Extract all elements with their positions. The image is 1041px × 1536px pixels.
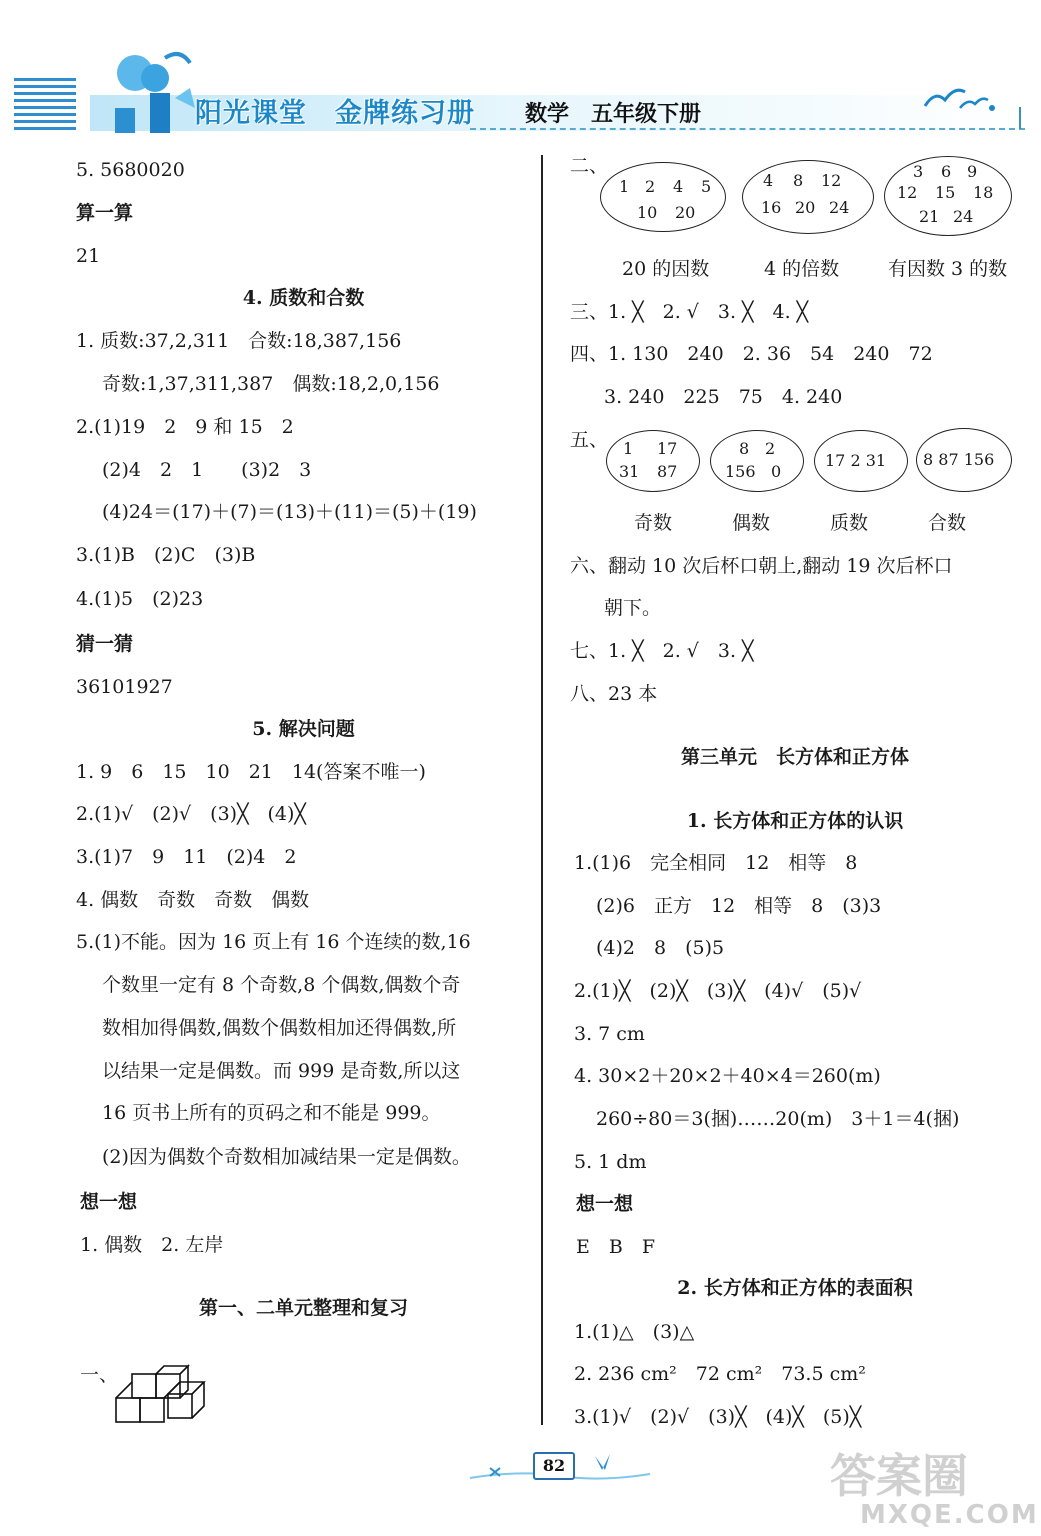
oval-label: 有因数 3 的数: [888, 258, 1008, 280]
answer-line: 2. 236 cm² 72 cm² 73.5 cm²: [574, 1363, 866, 1385]
oval-number: 17 2 31: [825, 451, 887, 470]
oval-number: 87: [657, 462, 678, 481]
think-answer: 1. 偶数 2. 左岸: [80, 1234, 224, 1256]
answer-line: (4)2 8 (5)5: [596, 937, 725, 959]
oval-prime: [814, 430, 908, 492]
section-heading-primes: 4. 质数和合数: [242, 287, 365, 309]
oval-number: 4: [673, 177, 684, 196]
oval-number: 1: [619, 177, 630, 196]
answer-line: 260÷80＝3(捆)……20(m) 3＋1＝4(捆): [596, 1108, 960, 1130]
answer-line: 2.(1)╳ (2)╳ (3)╳ (4)√ (5)√: [574, 980, 862, 1002]
guess-answer: 36101927: [76, 676, 173, 698]
oval-number: 156: [725, 462, 756, 481]
answer-line: 4.(1)5 (2)23: [76, 588, 204, 610]
answer-line: 4. 偶数 奇数 奇数 偶数: [76, 889, 310, 911]
oval-number: 3: [913, 162, 924, 181]
oval-number: 4: [763, 171, 774, 190]
subject-grade: 数学 五年级下册: [525, 102, 702, 127]
answer-line: 七、1. ╳ 2. √ 3. ╳: [570, 640, 754, 662]
heading-think: 想一想: [576, 1193, 634, 1215]
exercise-2-label: 二、: [570, 155, 609, 177]
section-heading-review: 第一、二单元整理和复习: [198, 1297, 408, 1319]
page-number: 82: [533, 1452, 575, 1480]
oval-label: 合数: [928, 512, 967, 534]
answer-line: 奇数:1,37,311,387 偶数:18,2,0,156: [102, 373, 440, 395]
oval-number: 6: [941, 162, 952, 181]
oval-factors-of-20: [600, 162, 726, 232]
oval-number: 2: [645, 177, 656, 196]
answer-line: 六、翻动 10 次后杯口朝上,翻动 19 次后杯口: [570, 555, 953, 577]
oval-number: 10: [637, 203, 658, 222]
answer-line: 个数里一定有 8 个奇数,8 个偶数,偶数个奇: [102, 974, 461, 996]
answer-line: 数相加得偶数,偶数个偶数相加还得偶数,所: [102, 1017, 457, 1039]
section-heading-solve: 5. 解决问题: [252, 718, 355, 740]
section-heading: 2. 长方体和正方体的表面积: [677, 1277, 913, 1299]
unit-heading: 第三单元 长方体和正方体: [680, 746, 909, 768]
oval-number: 8: [739, 439, 750, 458]
oval-number: 8: [793, 171, 804, 190]
answer-line: 3. 240 225 75 4. 240: [604, 386, 843, 408]
section-heading: 1. 长方体和正方体的认识: [686, 810, 904, 832]
answer-line: 5.(1)不能。因为 16 页上有 16 个连续的数,16: [76, 931, 471, 953]
answer-line: 1. 质数:37,2,311 合数:18,387,156: [76, 330, 402, 352]
oval-label: 质数: [830, 512, 869, 534]
oval-number: 21: [919, 207, 940, 226]
header-stripes: [14, 78, 76, 136]
oval-number: 18: [973, 183, 994, 202]
answer-line: 3.(1)7 9 11 (2)4 2: [76, 846, 297, 868]
oval-label: 偶数: [732, 512, 771, 534]
oval-label: 20 的因数: [622, 258, 710, 280]
answer-line: 2.(1)19 2 9 和 15 2: [76, 416, 294, 438]
answer-line: 5. 1 dm: [574, 1151, 647, 1173]
heading-think: 想一想: [80, 1191, 138, 1213]
answer-line: (2)因为偶数个奇数相加减结果一定是偶数。: [102, 1146, 471, 1168]
answer-line: 3.(1)√ (2)√ (3)╳ (4)╳ (5)╳: [574, 1406, 862, 1428]
oval-number: 20: [795, 198, 816, 217]
page-header: [0, 0, 1041, 150]
calc-answer: 21: [76, 245, 101, 267]
oval-number: 9: [967, 162, 978, 181]
oval-number: 16: [761, 198, 782, 217]
oval-number: 1: [623, 439, 634, 458]
oval-number: 17: [657, 439, 678, 458]
answer-line: (4)24＝(17)＋(7)＝(13)＋(11)＝(5)＋(19): [102, 501, 477, 523]
oval-number: 20: [675, 203, 696, 222]
heading-calc: 算一算: [76, 202, 134, 224]
mascot-icon: [95, 38, 205, 138]
oval-even: [710, 430, 804, 492]
answer-line: 1.(1)6 完全相同 12 相等 8: [574, 852, 858, 874]
birds-icon: [920, 78, 1020, 118]
answer-line: 1.(1)△ (3)△: [574, 1321, 695, 1343]
oval-number: 24: [829, 198, 850, 217]
left-line-5: 5. 5680020: [76, 159, 185, 181]
answer-line: 3.(1)B (2)C (3)B: [76, 544, 256, 566]
series-title: 阳光课堂 金牌练习册: [195, 98, 475, 129]
oval-number: 2: [765, 439, 776, 458]
oval-label: 4 的倍数: [764, 258, 840, 280]
oval-odd: [606, 430, 700, 492]
answer-line: 4. 30×2＋20×2＋40×4＝260(m): [574, 1065, 881, 1087]
answer-line: 2.(1)√ (2)√ (3)╳ (4)╳: [76, 803, 306, 825]
oval-number: 12: [821, 171, 842, 190]
oval-number: 0: [771, 462, 782, 481]
review-item-1: 一、: [80, 1364, 119, 1386]
oval-factor-3: [884, 156, 1012, 236]
column-divider: [541, 155, 543, 1425]
answer-line: 朝下。: [604, 597, 662, 619]
answer-line: (2)6 正方 12 相等 8 (3)3: [596, 895, 882, 917]
answer-line: 16 页书上所有的页码之和不能是 999。: [102, 1102, 441, 1124]
exercise-5-label: 五、: [570, 429, 609, 451]
answer-line: 以结果一定是偶数。而 999 是奇数,所以这: [102, 1060, 461, 1082]
watermark-logo: 答案圈: [830, 1449, 968, 1503]
think-answer: E B F: [576, 1236, 656, 1258]
oval-number: 15: [935, 183, 956, 202]
answer-line: 3. 7 cm: [574, 1023, 645, 1045]
answer-line: 1. 9 6 15 10 21 14(答案不唯一): [76, 761, 426, 783]
watermark-url: MXQE.COM: [860, 1500, 1039, 1530]
header-dashed-line: [470, 128, 1025, 130]
answer-line: 三、1. ╳ 2. √ 3. ╳ 4. ╳: [570, 301, 809, 323]
heading-guess: 猜一猜: [76, 633, 134, 655]
oval-number: 12: [897, 183, 918, 202]
oval-multiples-of-4: [742, 160, 874, 234]
oval-number: 5: [701, 177, 712, 196]
cube-stack-figure: [114, 1362, 206, 1424]
oval-number: 24: [953, 207, 974, 226]
answer-line: (2)4 2 1 (3)2 3: [102, 459, 312, 481]
oval-number: 31: [619, 462, 640, 481]
answer-line: 四、1. 130 240 2. 36 54 240 72: [570, 343, 933, 365]
oval-label: 奇数: [634, 512, 673, 534]
oval-number: 8 87 156: [923, 450, 995, 469]
answer-line: 八、23 本: [570, 683, 658, 705]
oval-composite: [916, 428, 1012, 492]
